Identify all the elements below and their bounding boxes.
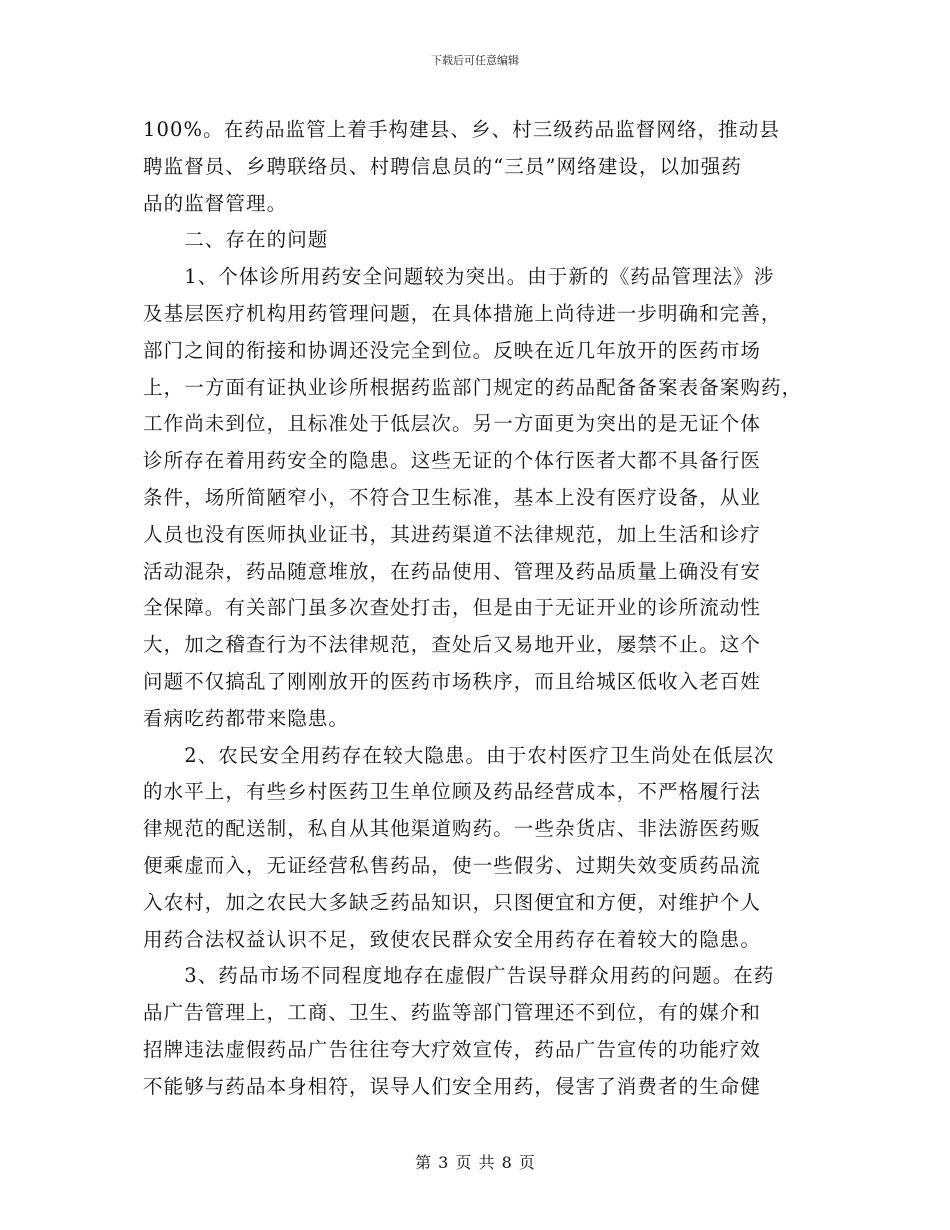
text-line: 便乘虚而入，无证经营私售药品，使一些假劣、过期失效变质药品流 <box>143 853 762 877</box>
text-line: 用药合法权益认识不足，致使农民群众安全用药存在着较大的隐患。 <box>143 927 762 951</box>
page-footer: 第 3 页 共 8 页 <box>415 1153 535 1172</box>
text-line: 问题不仅搞乱了刚刚放开的医药市场秩序，而且给城区低收入老百姓 <box>143 669 762 693</box>
text-line: 2、农民安全用药存在较大隐患。由于农村医疗卫生尚处在低层次 <box>143 743 775 767</box>
text-line: 工作尚未到位，且标准处于低层次。另一方面更为突出的是无证个体 <box>143 412 762 436</box>
text-line: 上，一方面有证执业诊所根据药监部门规定的药品配备备案表备案购药， <box>143 375 803 399</box>
text-line: 及基层医疗机构用药管理问题，在具体措施上尚待进一步明确和完善， <box>143 301 782 325</box>
text-line: 全保障。有关部门虽多次查处打击，但是由于无证开业的诊所流动性 <box>143 596 762 620</box>
text-line: 大，加之稽查行为不法律规范，查处后又易地开业，屡禁不止。这个 <box>143 633 762 657</box>
text-line: 律规范的配送制，私自从其他渠道购药。一些杂货店、非法游医药贩 <box>143 817 762 841</box>
text-line: 人员也没有医师执业证书，其进药渠道不法律规范，加上生活和诊疗 <box>143 522 762 546</box>
text-line: 1、个体诊所用药安全问题较为突出。由于新的《药品管理法》涉 <box>143 265 775 289</box>
text-line: 品广告管理上，工商、卫生、药监等部门管理还不到位，有的媒介和 <box>143 1001 762 1025</box>
text-line: 100%。在药品监管上着手构建县、乡、村三级药品监督网络，推动县 <box>143 118 780 141</box>
text-line: 入农村，加之农民大多缺乏药品知识，只图便宜和方便，对维护个人 <box>143 890 762 914</box>
text-line: 的水平上，有些乡村医药卫生单位顾及药品经营成本，不严格履行法 <box>143 780 762 804</box>
text-line: 招牌违法虚假药品广告往往夸大疗效宣传，药品广告宣传的功能疗效 <box>143 1037 762 1061</box>
text-line: 聘监督员、乡聘联络员、村聘信息员的“三员”网络建设，以加强药 <box>143 154 742 178</box>
text-line: 不能够与药品本身相符，误导人们安全用药，侵害了消费者的生命健 <box>143 1074 762 1098</box>
text-line: 诊所存在着用药安全的隐患。这些无证的个体行医者大都不具备行医 <box>143 449 762 473</box>
text-line: 二、存在的问题 <box>143 228 329 252</box>
text-line: 3、药品市场不同程度地存在虚假广告误导群众用药的问题。在药 <box>143 964 775 988</box>
text-line: 品的监督管理。 <box>143 191 288 215</box>
text-line: 活动混杂，药品随意堆放，在药品使用、管理及药品质量上确没有安 <box>143 559 762 583</box>
document-body <box>143 112 813 1106</box>
page-header: 下载后可任意编辑 <box>431 54 519 67</box>
text-line: 看病吃药都带来隐患。 <box>143 706 350 730</box>
text-line: 部门之间的衔接和协调还没完全到位。反映在近几年放开的医药市场 <box>143 338 762 362</box>
text-line: 条件，场所简陋窄小，不符合卫生标准，基本上没有医疗设备，从业 <box>143 485 762 509</box>
